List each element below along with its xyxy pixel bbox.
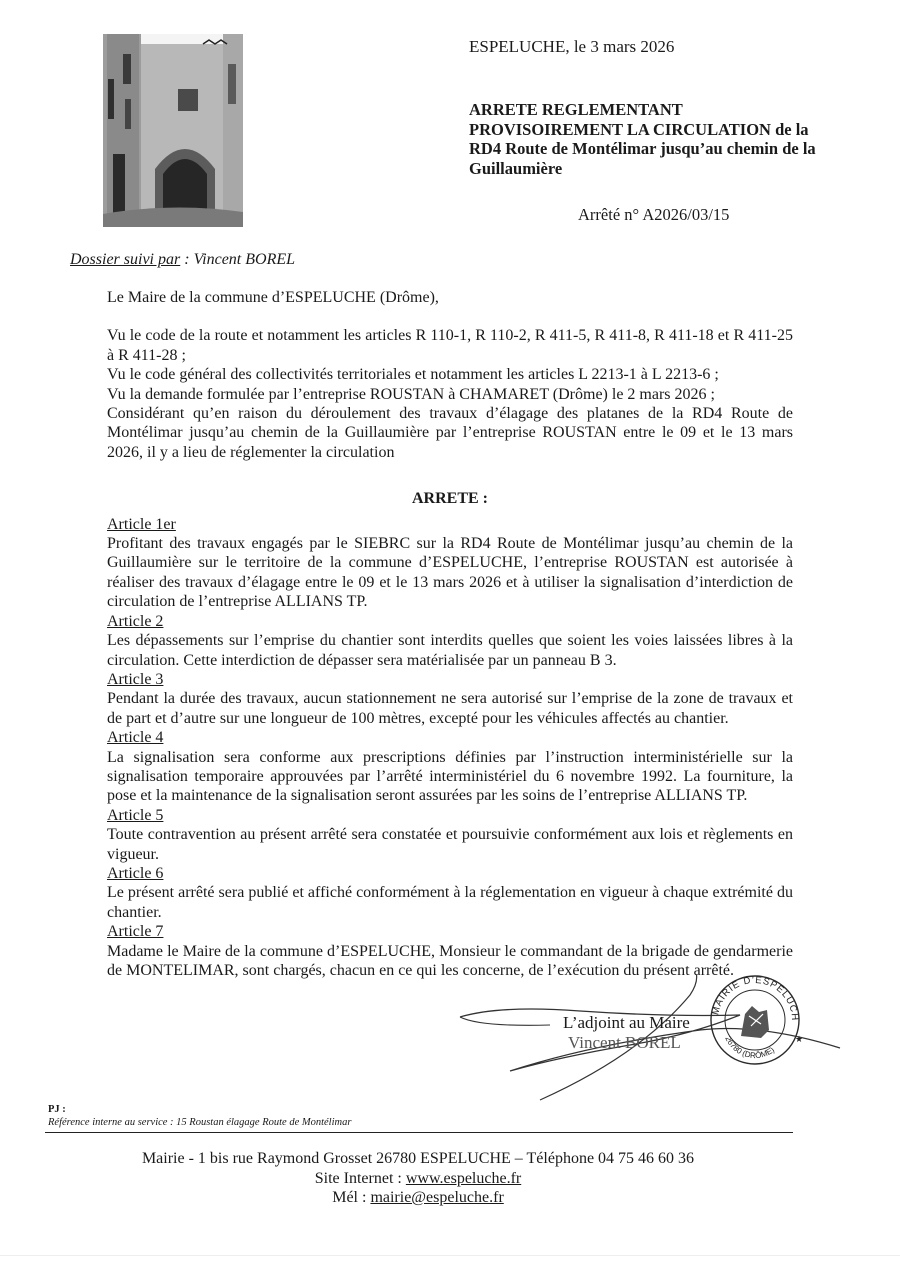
- article-text: Madame le Maire de la commune d’ESPELUCHE, Monsieur le commandant de la brigade de gendarmerie de MONTELIMAR, sont chargés, chacun en ce qui les concerne, de l’exécution du présent arrêté.: [107, 942, 793, 979]
- mairie-stamp: [710, 975, 803, 1064]
- article-title: Article 1er: [107, 515, 176, 533]
- internal-reference: Référence interne au service : 15 Roustan élagage Route de Montélimar: [48, 1117, 352, 1128]
- title-line: ARRETE REGLEMENTANT: [469, 100, 683, 119]
- article-text: Toute contravention au présent arrêté sera constatée et poursuivie conformément aux lois et règlements en vigueur.: [107, 826, 793, 863]
- signatory-name: Vincent BOREL: [568, 1033, 681, 1052]
- footer-website: [0, 1169, 836, 1189]
- article-text: La signalisation sera conforme aux prescriptions définies par l’instruction interministérielle sur la signalisation temporaire approuvées par l’arrêté interministériel du 6 novembre 1992. La fourniture, la pose et la maintenance de la signalisation seront assurées par les soins de l’entreprise ALLIANS TP.: [107, 748, 793, 805]
- footer: [0, 1149, 836, 1208]
- stamp-top-text: MAIRIE D’ESPELUCH: [710, 975, 801, 1022]
- article-title: Article 2: [107, 612, 164, 630]
- mayor-line: Le Maire de la commune d’ESPELUCHE (Drôme),: [107, 289, 439, 306]
- document-body: [107, 288, 793, 980]
- article-title: Article 5: [107, 806, 164, 824]
- article-title: Article 7: [107, 923, 164, 941]
- article-text: Pendant la durée des travaux, aucun stationnement ne sera autorisé sur l’emprise de la zone de travaux et de part et d’autre sur une longueur de 100 mètres, excepté pour les véhicules affectés au chantier.: [107, 690, 793, 727]
- vu-clause: Vu la demande formulée par l’entreprise ROUSTAN à CHAMARET (Drôme) le 2 mars 2026 ;: [107, 385, 715, 403]
- article-title: Article 3: [107, 670, 164, 688]
- arrete-number: Arrêté n° A2026/03/15: [578, 205, 730, 224]
- article-title: Article 6: [107, 864, 164, 882]
- document-title: [469, 100, 869, 178]
- signature-scribble: [460, 1017, 550, 1025]
- article-title: Article 4: [107, 729, 164, 747]
- decision-title: ARRETE :: [411, 490, 488, 508]
- footer-divider: [45, 1132, 793, 1133]
- website-link[interactable]: www.espeluche.fr: [405, 1169, 522, 1187]
- title-line: RD4 Route de Montélimar jusqu’au chemin de la: [469, 139, 816, 158]
- dossier-label: Dossier suivi par: [70, 251, 181, 268]
- title-line: PROVISOIREMENT LA CIRCULATION de la: [469, 119, 809, 139]
- vu-clause: Vu le code de la route et notamment les articles R 110-1, R 110-2, R 411-5, R 411-8, R 411-18 et R 411-25 à R 411-28 ;: [107, 327, 793, 364]
- signatory-title: L’adjoint au Maire: [563, 1013, 690, 1032]
- article-text: Profitant des travaux engagés par le SIEBRC sur la RD4 Route de Montélimar jusqu’au chemin de la Guillaumière sur le territoire de la commune d’ESPELUCHE, l’entreprise ROUSTAN est autorisée à réaliser des travaux d’élagage entre le 09 et le 13 mars 2026 et à utiliser la signalisation d’interdiction de circulation de l’entreprise ALLIANS TP.: [107, 535, 793, 611]
- article-text: Le présent arrêté sera publié et affiché conformément à la réglementation en vigueur à chaque extrémité du chantier.: [107, 884, 793, 921]
- email-link[interactable]: mairie@espeluche.fr: [370, 1189, 504, 1206]
- article-text: Les dépassements sur l’emprise du chantier sont interdits quelles que soient les voies laissées libres à la circulation. Cette interdiction de dépasser sera matérialisée par un panneau B 3.: [107, 632, 793, 669]
- email-label: Mél :: [332, 1189, 371, 1206]
- website-label: Site Internet :: [314, 1169, 406, 1187]
- considerant-clause: Considérant qu’en raison du déroulement des travaux d’élagage des platanes de la RD4 Route de Montélimar jusqu’au chemin de la Guillaumière par l’entreprise ROUSTAN entre le 09 et le 13 mars 2026, il y a lieu de réglementer la circulation: [107, 405, 793, 461]
- svg-text:★: ★: [795, 1034, 804, 1044]
- dossier-value: : Vincent BOREL: [180, 251, 296, 268]
- page-edge: [0, 1255, 900, 1256]
- title-line: Guillaumière: [469, 158, 563, 178]
- document-date: ESPELUCHE, le 3 mars 2026: [469, 37, 675, 56]
- attachments-label: PJ :: [48, 1104, 66, 1115]
- vu-clause: Vu le code général des collectivités territoriales et notamment les articles L 2213-1 à L 2213-6 ;: [107, 366, 719, 384]
- footer-address: Mairie - 1 bis rue Raymond Grosset 26780 ESPELUCHE – Téléphone 04 75 46 60 36: [141, 1150, 695, 1167]
- village-photo: [103, 34, 243, 227]
- footer-email: [0, 1188, 836, 1208]
- stamp-bottom-text: 26780 (DRÔME): [723, 1034, 777, 1061]
- dossier-follow-up: [70, 251, 295, 269]
